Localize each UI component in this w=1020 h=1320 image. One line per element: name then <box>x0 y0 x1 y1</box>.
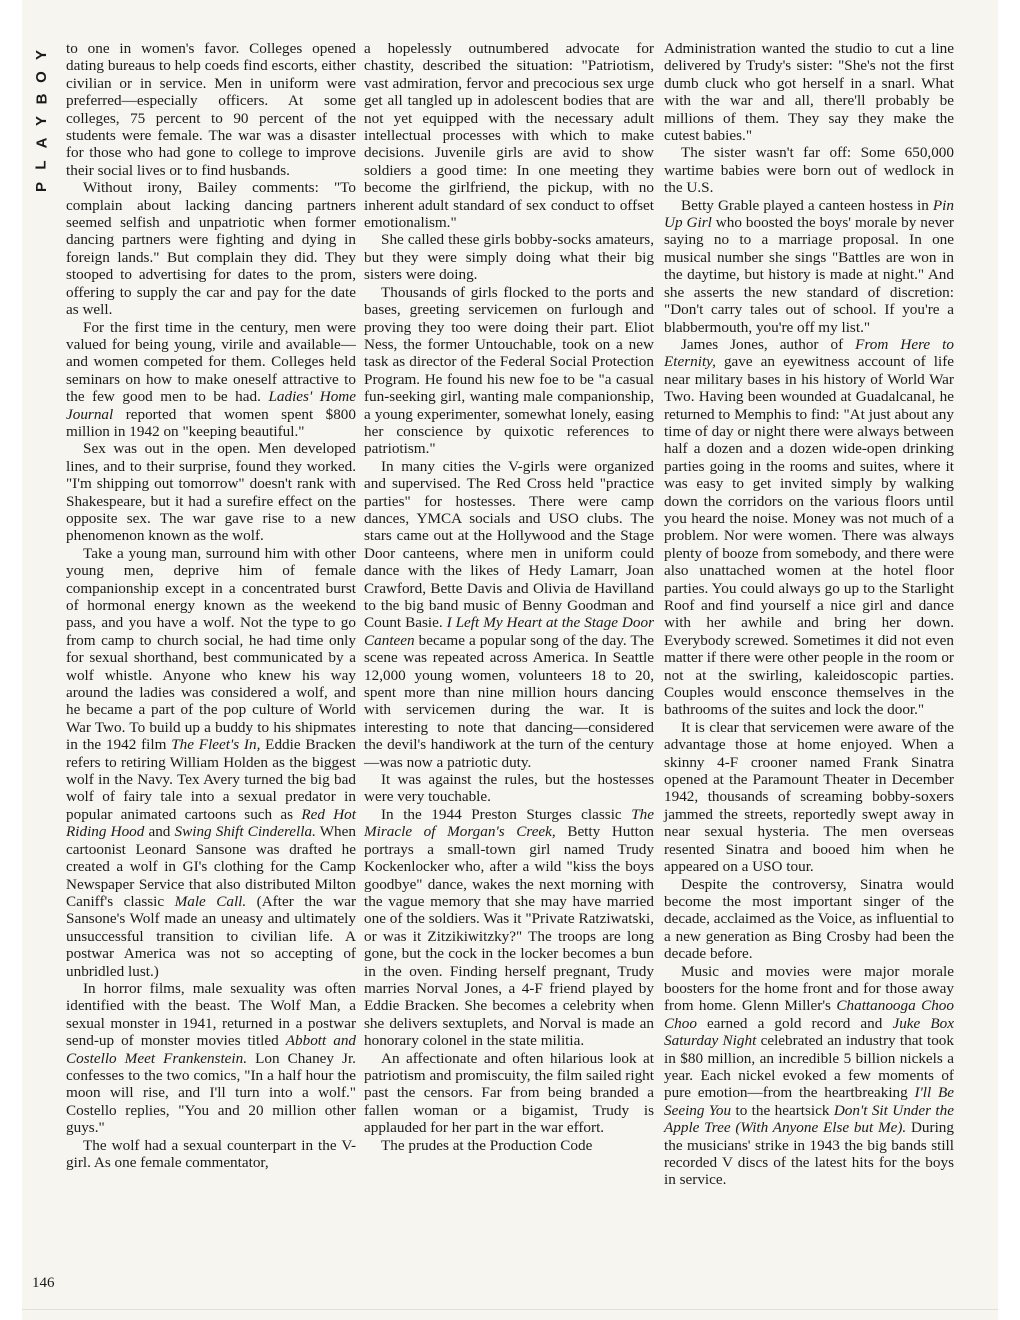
article-column-2 <box>364 40 654 1154</box>
paragraph: It was against the rules, but the hostesses were very touchable. <box>364 771 654 806</box>
paragraph: Music and movies were major morale boosters for the home front and for those away from home. Glenn Miller's Chattanooga Choo Choo earned a gold record and Juke Box Saturday Night celebrated an industry that took in $80 million, an incredible 5 billion nickels a year. Each nickel evoked a few moments of pure emotion—from the heartbreaking I'll Be Seeing You to the heartsick Don't Sit Under the Apple Tree (With Anyone Else but Me). During the musicians' strike in 1943 the big bands still recorded V discs of the latest hits for the boys in service. <box>664 962 955 1189</box>
paragraph: In horror films, male sexuality was often identified with the beast. The Wolf Man, a sexual monster in 1941, returned in a postwar send-up of monster movies titled Abbott and Costello Meet Frankenstein. Lon Chaney Jr. confesses to the two comics, "In a half hour the moon will rise, and I'll turn into a wolf." Costello replies, "You and 20 million other guys." <box>66 979 357 1137</box>
paragraph: Thousands of girls flocked to the ports and bases, greeting servicemen on furlough and proving they too were doing their part. Eliot Ness, the former Untouchable, took on a new task as director of the Federal Social Protection Program. He found his new foe to be "a casual fun-seeking girl, wanting male companionship, a young experimenter, somewhat lonely, easing her conscience by quixotic references to patriotism." <box>364 283 654 458</box>
magazine-letter: P <box>32 181 50 193</box>
magazine-letter: Y <box>32 115 50 127</box>
paragraph: Betty Grable played a canteen hostess in Pin Up Girl who boosted the boys' morale by never saying no to a marriage proposal. In one musical number she sings "Battles are won in the daytime, but history is made at night." And she asserts the new standard of discretion: "Don't carry tales out of school. If you're a blabbermouth, you're off my list." <box>664 196 954 336</box>
paragraph: Despite the controversy, Sinatra would become the most important singer of the decade, acclaimed as the Voice, as influential to a new generation as Bing Crosby had been the decade before. <box>664 875 954 963</box>
paragraph: Without irony, Bailey comments: "To complain about lacking dancing partners seemed selfish and unpatriotic when former dancing partners were fighting and dying in foreign lands." But complain they did. They stooped to advertising for dates to the prom, offering to supply the car and pay for the date as well. <box>66 179 356 319</box>
article-column-1 <box>66 40 356 1171</box>
paragraph: She called these girls bobby-socks amateurs, but they were simply doing what their big sisters were doing. <box>364 231 654 284</box>
page-bottom-edge <box>22 1309 998 1310</box>
paragraph: Administration wanted the studio to cut a line delivered by Trudy's sister: "She's not the first dumb cluck who got herself in a snarl. What with the war and all, there'll probably be millions of them. They say they make the cutest babies." <box>664 40 954 145</box>
paragraph: James Jones, author of From Here to Eternity, gave an eyewitness account of life near military bases in his history of World War Two. Having been wounded at Guadalcanal, he returned to Memphis to find: "At just about any time of day or night there were always between half a dozen and a dozen wide-open drinking parties going in the rooms and suites, where it was easy to get invited simply by walking down the corridors on the various floors until you heard the noise. Money was not much of a problem. Nor were women. There was always plenty of booze from somebody, and there were also unattached women at the hotel floor parties. You could always go up to the Starlight Roof and find yourself a nice girl and dance with her awhile and bring her down. Everybody screwed. Sometimes it did not even matter if there were other people in the room or not at the swirling, kaleidoscopic parties. Couples would ensconce themselves in the bathrooms of the suites and lock the door." <box>664 335 955 719</box>
paragraph: a hopelessly outnumbered advocate for chastity, described the situation: "Patriotism, vast admiration, fervor and precocious sex urge get all tangled up in adolescent bodies that are not yet equipped with the necessary adult intellectual processes with which to make decisions. Juvenile girls are avid to show soldiers a good time: In one meeting they become the girlfriend, the pickup, with no inherent adult standard of sex conduct to offset emotionalism." <box>364 40 654 232</box>
paragraph: The wolf had a sexual counterpart in the V-girl. As one female commentator, <box>66 1136 356 1171</box>
paragraph: It is clear that servicemen were aware of the advantage those at home enjoyed. When a skinny 4-F crooner named Frank Sinatra opened at the Paramount Theater in December 1942, thousands of screaming bobby-soxers jammed the streets, reportedly swept away in near sexual hysteria. The men overseas resented Sinatra and booed him when he appeared on a USO tour. <box>664 718 954 876</box>
paragraph: The prudes at the Production Code <box>381 1136 593 1154</box>
paragraph: to one in women's favor. Colleges opened dating bureaus to help coeds find escorts, either civilian or in service. Men in uniform were preferred—especially officers. At some colleges, 75 percent to 90 percent of the students were female. The war was a disaster for those who had gone to college to improve their social lives or to find husbands. <box>66 40 356 179</box>
paragraph: In many cities the V-girls were organized and supervised. The Red Cross held "practice parties" for hostesses. There were camp dances, YMCA socials and USO clubs. The stars came out at the Hollywood and the Stage Door canteens, where men in uniform could dance with the likes of Hedy Lamarr, Joan Crawford, Bette Davis and Olivia de Havilland to the big band music of Benny Goodman and Count Basie. I Left My Heart at the Stage Door Canteen became a popular song of the day. The scene was repeated across America. In Seattle 12,000 young women, volunteers 18 to 20, spent more than nine million hours dancing with servicemen during the war. It is interesting to note that dancing—considered the devil's handiwork at the turn of the century—was now a patriotic duty. <box>364 457 654 771</box>
magazine-name-vertical <box>30 44 54 198</box>
magazine-letter: B <box>33 93 50 105</box>
paragraph: Take a young man, surround him with other young men, deprive him of female companionship except in a concentrated burst of hormonal energy known as the weekend pass, and you have a wolf. Not the type to go from camp to church social, he had time only for sexual shorthand, best communicated by a wolf whistle. Anyone who knew his way around the ladies was considered a wolf, and he became a part of the pop culture of World War Two. To build up a buddy to his shipmates in the 1942 film The Fleet's In, Eddie Bracken refers to retiring William Holden as the biggest wolf in the Navy. Tex Avery turned the big bad wolf of fairy tale into a sexual predator in popular animated cartoons such as Red Hot Riding Hood and Swing Shift Cinderella. When cartoonist Leonard Sansone was drafted he created a wolf in GI's clothing for the Camp Newspaper Service that also distributed Milton Caniff's classic Male Call. (After the war Sansone's Wolf made an uneasy and ultimately unsuccessful transition to civilian life. A postwar America was not so accepting of unbridled lust.) <box>66 544 356 980</box>
magazine-letter: Y <box>32 49 50 61</box>
magazine-page <box>22 0 998 1320</box>
paragraph: For the first time in the century, men were valued for being young, virile and available—and women competed for them. Colleges held seminars on how to make oneself attractive to the few good men to be had. Ladies' Home Journal reported that women spent $800 million in 1942 on "keeping beautiful." <box>66 318 356 440</box>
paragraph: The sister wasn't far off: Some 650,000 wartime babies were born out of wedlock in the U.S. <box>664 144 954 197</box>
page-number: 146 <box>32 1275 55 1291</box>
magazine-letter: A <box>33 137 50 149</box>
paragraph: An affectionate and often hilarious look at patriotism and promiscuity, the film sailed right past the censors. Far from being branded a fallen woman or a bigamist, Trudy is applauded for her part in the war effort. <box>364 1049 654 1137</box>
magazine-letter: O <box>32 71 50 83</box>
paragraph: Sex was out in the open. Men developed lines, and to their surprise, found they worked. "I'm shipping out tomorrow" doesn't rank with Shakespeare, but it had a surefire effect on the opposite sex. The war gave rise to a new phenomenon known as the wolf. <box>66 440 356 545</box>
paragraph: In the 1944 Preston Sturges classic The Miracle of Morgan's Creek, Betty Hutton portrays a small-town girl named Trudy Kockenlocker who, after a wild "kiss the boys goodbye" dance, wakes the next morning with the vague memory that she may have married one of the soldiers. Was it "Private Ratziwatski, or was it Zitzikiwitzky?" The troops are long gone, but the cock in the locker becomes a bun in the oven. Finding herself pregnant, Trudy marries Norval Jones, a 4-F friend played by Eddie Bracken. She becomes a celebrity when she delivers sextuplets, and Norval is made an honorary colonel in the state militia. <box>364 805 655 1050</box>
magazine-letter: L <box>32 160 50 170</box>
article-column-3 <box>664 40 954 1189</box>
